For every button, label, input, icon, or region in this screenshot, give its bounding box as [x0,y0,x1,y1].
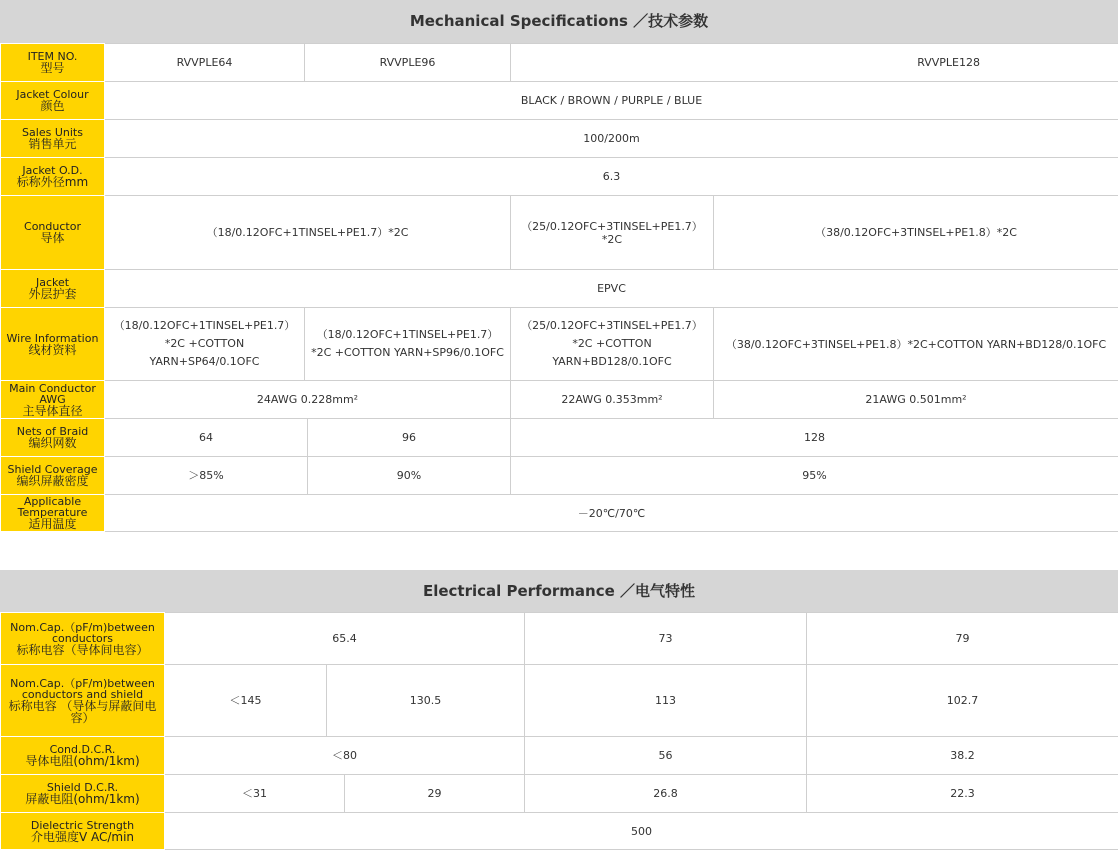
cell-cap1-128a: 73 [525,613,807,665]
cell-jacket-colour: BLACK / BROWN / PURPLE / BLUE [105,82,1118,120]
cell-conductor-128a: （25/0.12OFC+3TINSEL+PE1.7）*2C [511,196,714,270]
row-label-wire-info: Wire Information 线材资料 [1,308,105,381]
cell-conductor-128b: （38/0.12OFC+3TINSEL+PE1.8）*2C [714,196,1118,270]
cell-dcr-64-96: ＜80 [165,737,525,775]
table-row [1,44,1118,82]
cell-sdcr-128a: 26.8 [525,775,807,813]
cell-dielectric: 500 [165,813,1118,850]
cell-dcr-128a: 56 [525,737,807,775]
cell-braid-128: 128 [511,419,1118,457]
row-label-cond-dcr: Cond.D.C.R. 导体电阻(ohm/1km) [1,737,165,775]
cell-sales-units: 100/200m [105,120,1118,158]
cell-cap2-128b: 102.7 [807,665,1118,737]
table-row [1,158,1118,196]
table-row [1,196,1118,270]
cell-cap2-64: ＜145 [165,665,327,737]
table-row [1,457,1118,495]
table-row [1,813,1118,850]
table-row [1,419,1118,457]
cell-awg-128a: 22AWG 0.353mm² [511,381,714,419]
mechanical-spec-table [0,43,1118,532]
row-label-jacket-colour: Jacket Colour 颜色 [1,82,105,120]
cell-wire-128a: （25/0.12OFC+3TINSEL+PE1.7）*2C +COTTON YARN+BD128/0.1OFC [511,308,714,381]
row-label-shield-dcr: Shield D.C.R. 屏蔽电阻(ohm/1km) [1,775,165,813]
cell-wire-96: （18/0.12OFC+1TINSEL+PE1.7）*2C +COTTON YARN+SP96/0.1OFC [305,308,511,381]
cell-item-rvvple64: RVVPLE64 [105,44,305,82]
cell-jacket-od: 6.3 [105,158,1118,196]
row-label-sales-units: Sales Units 销售单元 [1,120,105,158]
table-row [1,613,1118,665]
cell-awg-64-96: 24AWG 0.228mm² [105,381,511,419]
cell-temperature: －20℃/70℃ [105,495,1118,532]
cell-shield-96: 90% [308,457,511,495]
row-label-shield-coverage: Shield Coverage 编织屏蔽密度 [1,457,105,495]
row-label-main-conductor-awg: Main Conductor AWG 主导体直径 [1,381,105,419]
table-row [1,381,1118,419]
cell-braid-64: 64 [105,419,308,457]
row-label-item-no: ITEM NO. 型号 [1,44,105,82]
row-label-jacket: Jacket 外层护套 [1,270,105,308]
electrical-performance-table [0,612,1118,850]
table-row [1,308,1118,381]
cell-awg-128b: 21AWG 0.501mm² [714,381,1118,419]
cell-cap1-128b: 79 [807,613,1118,665]
row-label-nom-cap-shield: Nom.Cap.（pF/m)between conductors and shield 标称电容 （导体与屏蔽间电容） [1,665,165,737]
cell-sdcr-96: 29 [345,775,525,813]
row-label-conductor: Conductor 导体 [1,196,105,270]
cell-cap2-128a: 113 [525,665,807,737]
cell-conductor-64-96: （18/0.12OFC+1TINSEL+PE1.7）*2C [105,196,511,270]
cell-item-rvvple96: RVVPLE96 [305,44,511,82]
cell-jacket: EPVC [105,270,1118,308]
table-row [1,737,1118,775]
row-label-dielectric-strength: Dielectric Strength 介电强度V AC/min [1,813,165,850]
electrical-performance-header: Electrical Performance ／电气特性 [0,570,1118,612]
table-row [1,775,1118,813]
table-row [1,495,1118,532]
table-row [1,665,1118,737]
mechanical-spec-header: Mechanical Specifications ／技术参数 [0,0,1118,43]
table-row [1,120,1118,158]
cell-sdcr-128b: 22.3 [807,775,1118,813]
cell-cap1-64-96: 65.4 [165,613,525,665]
cell-wire-128b: （38/0.12OFC+3TINSEL+PE1.8）*2C+COTTON YARN+BD128/0.1OFC [714,308,1118,381]
row-label-nom-cap-conductors: Nom.Cap.（pF/m)between conductors 标称电容（导体间电容） [1,613,165,665]
cell-wire-64: （18/0.12OFC+1TINSEL+PE1.7）*2C +COTTON YARN+SP64/0.1OFC [105,308,305,381]
cell-item-rvvple128: RVVPLE128 [511,44,1118,82]
cell-braid-96: 96 [308,419,511,457]
row-label-nets-of-braid: Nets of Braid 编织网数 [1,419,105,457]
cell-shield-128: 95% [511,457,1118,495]
cell-sdcr-64: ＜31 [165,775,345,813]
row-label-jacket-od: Jacket O.D. 标称外径mm [1,158,105,196]
row-label-applicable-temperature: Applicable Temperature 适用温度 [1,495,105,532]
table-row [1,270,1118,308]
cell-cap2-96: 130.5 [327,665,525,737]
cell-dcr-128b: 38.2 [807,737,1118,775]
cell-shield-64: ＞85% [105,457,308,495]
table-row [1,82,1118,120]
